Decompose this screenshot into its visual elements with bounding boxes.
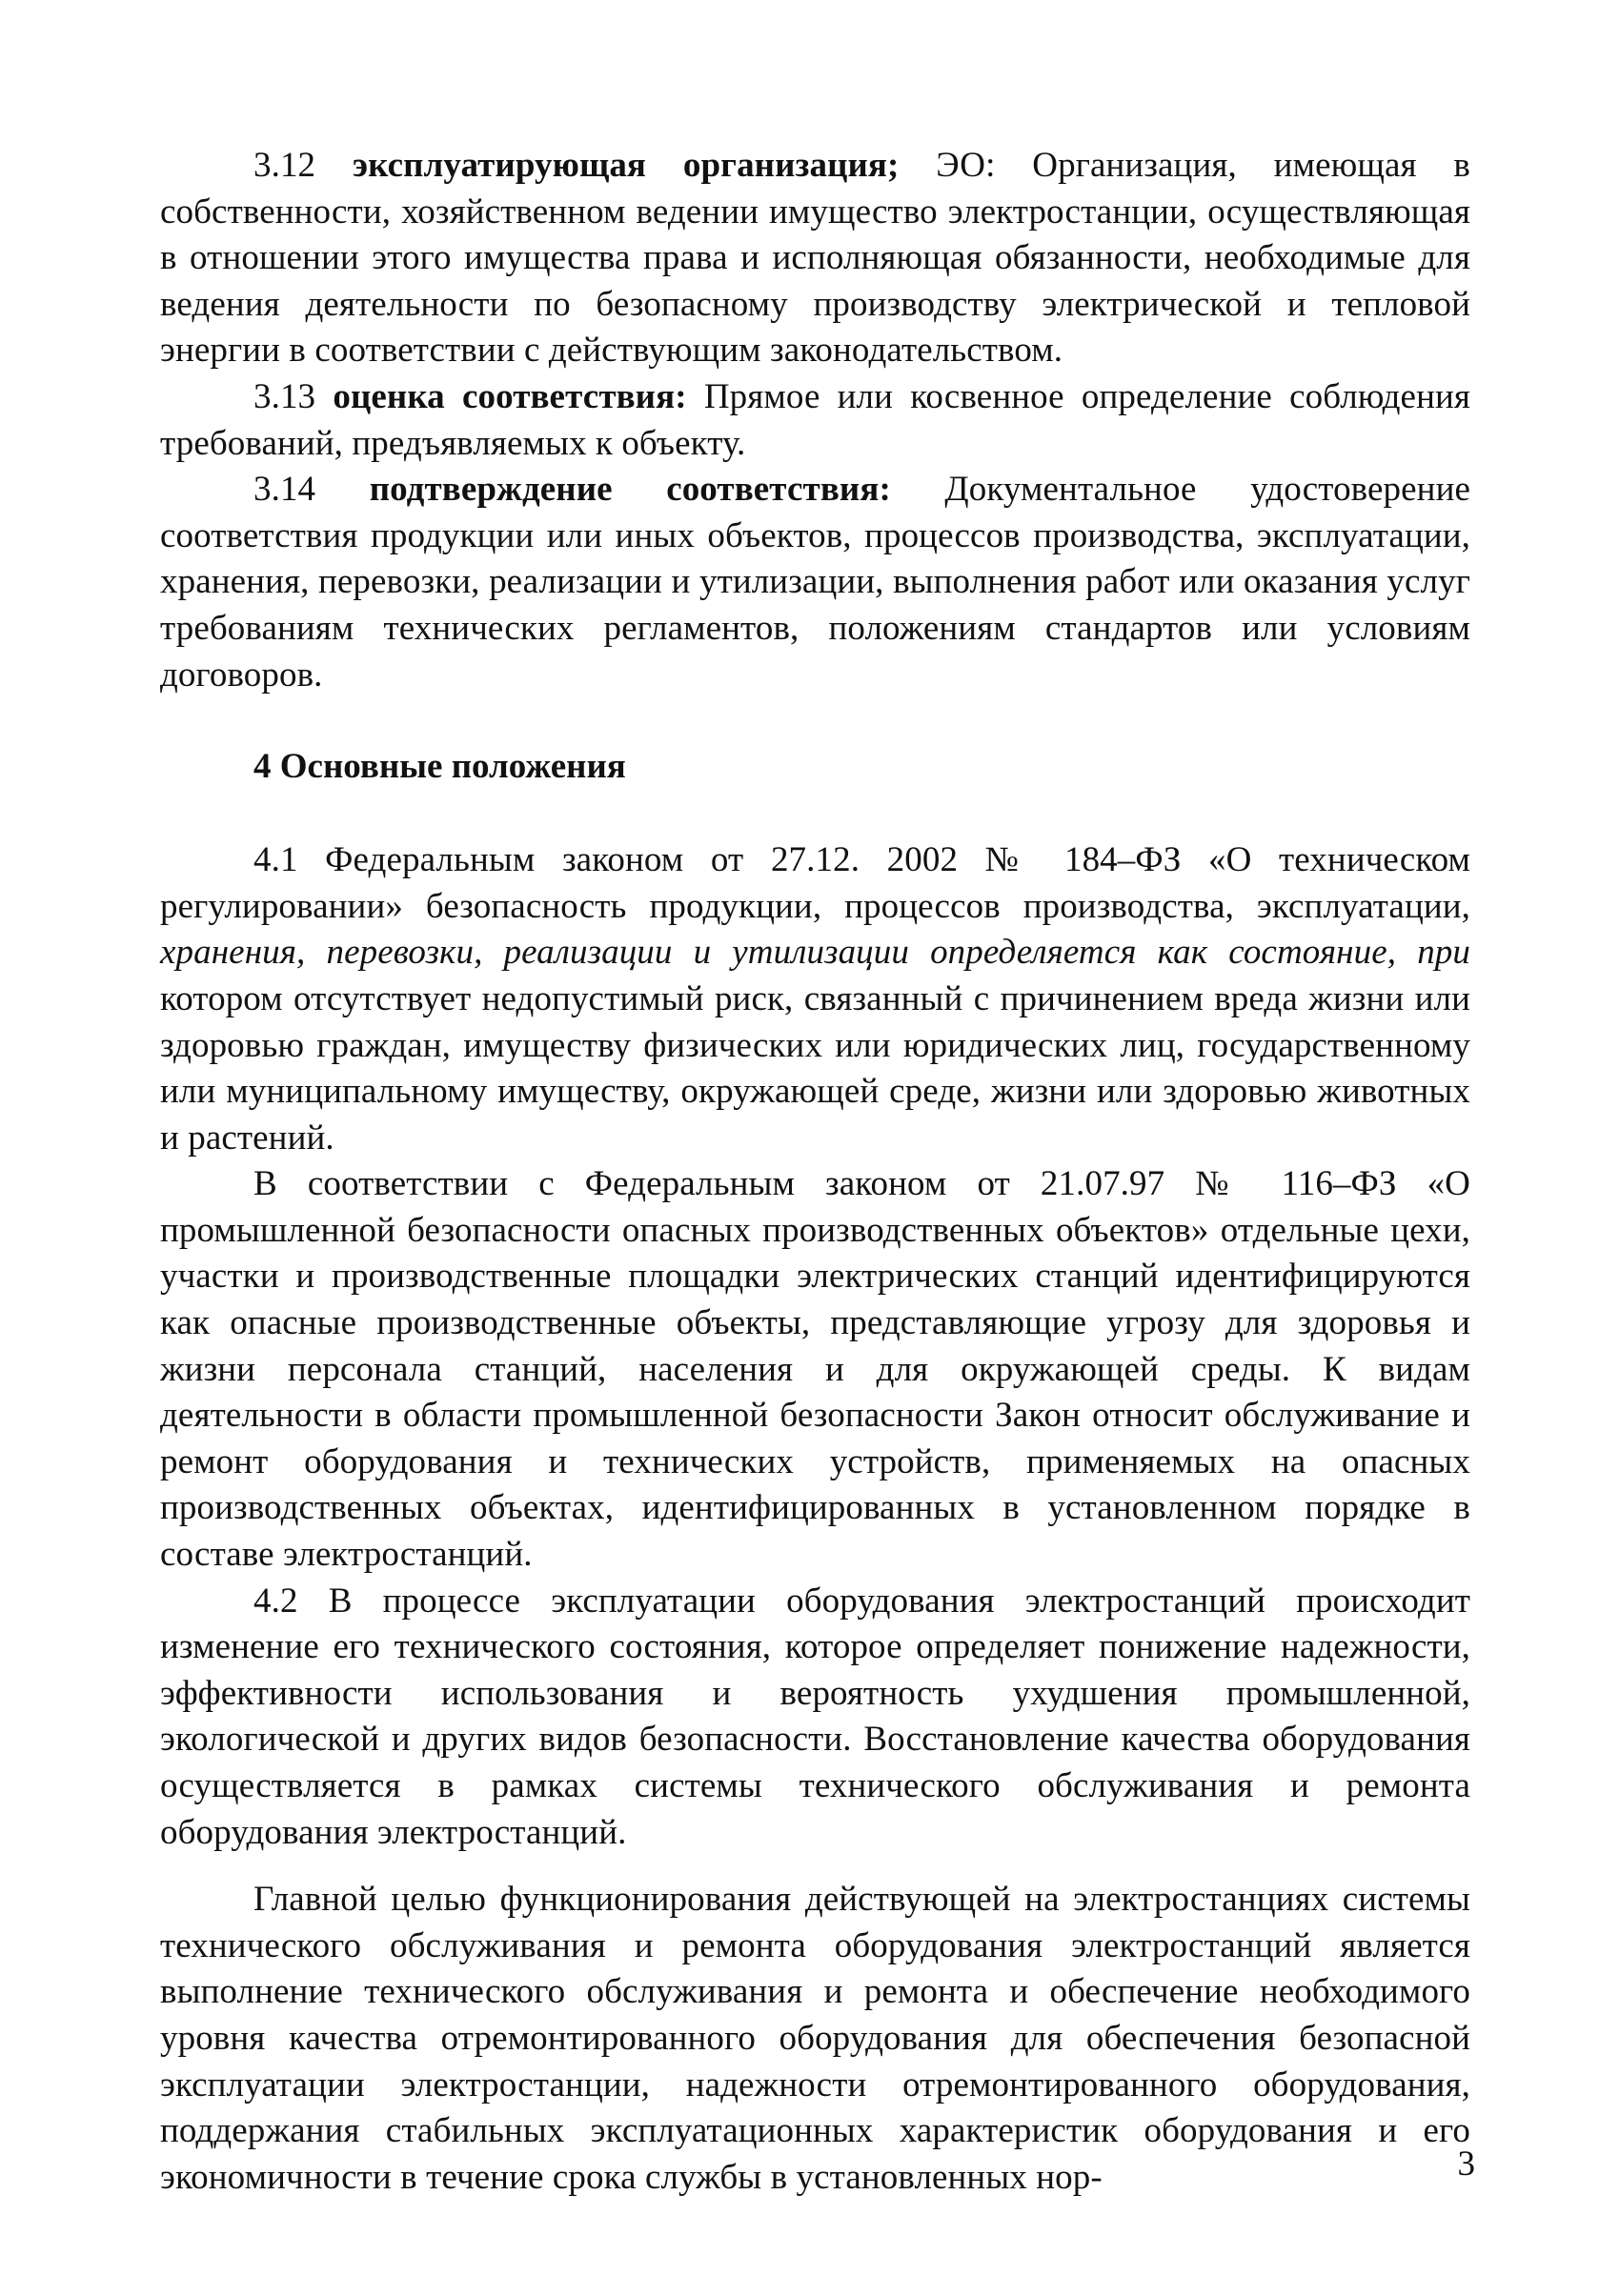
- document-page: [160, 143, 1470, 2201]
- definition-number: 3.12: [253, 146, 316, 185]
- definition-term: оценка соответствия:: [333, 376, 687, 416]
- definition-number: 3.14: [253, 470, 316, 510]
- paragraph-italic-text: хранения, перевозки, реализации и утилизации определяется как состояние, при: [160, 933, 1470, 973]
- definition-body: Прямое или косвенное определение соблюдения требований, предъявляемых к объекту.: [160, 376, 1471, 463]
- definition-body: Документальное удостоверение соответствия продукции или иных объектов, процессов производства, эксплуатации, хранения, перевозки, реализации и утилизации, выполнения работ или оказания услуг требованиям технических регламентов, положениям стандартов или условиям договоров.: [160, 470, 1471, 695]
- paragraph-law-116: В соответствии с Федеральным законом от 21.07.97 № 116–ФЗ «О промышленной безопасности опасных производственных объектов» отдельные цехи, участки и производственные площадки электрических станций идентифицируются как опасные производственные объекты, представляющие угрозу для здоровья и жизни персонала станций, населения и для окружающей среды. К видам деятельности в области промышленной безопасности Закон относит обслуживание и ремонт оборудования и технических устройств, применяемых на опасных производственных объектах, идентифицированных в установленном порядке в составе электростанций.: [160, 1164, 1470, 1575]
- definition-3-13: [160, 374, 1470, 467]
- definition-term: эксплуатирующая организация;: [353, 146, 900, 185]
- definition-3-12: [160, 143, 1470, 374]
- definition-body: ЭО: Организация, имеющая в собственности, хозяйственном ведении имущество электростанции, осуществляющая в отношении этого имущества права и исполняющая обязанности, необходимые для ведения деятельности по безопасному производству электрической и тепловой энергии в соответствии с действующим законодательством.: [160, 146, 1470, 371]
- paragraph-text: котором отсутствует недопустимый риск, связанный с причинением вреда жизни или здоровью граждан, имуществу физических или юридических лиц, государственному или муниципальному имуществу, окружающей среде, жизни или здоровью животных и растений.: [160, 978, 1470, 1158]
- definition-3-14: [160, 467, 1470, 698]
- paragraph-4-2: 4.2 В процессе эксплуатации оборудования электростанций происходит изменение его технического состояния, которое определяет понижение надежности, эффективности использования и вероятность ухудшения промышленной, экологической и других видов безопасности. Восстановление качества оборудования осуществляется в рамках системы технического обслуживания и ремонта оборудования электростанций.: [160, 1581, 1470, 1852]
- paragraph-4-1: [160, 837, 1470, 1161]
- paragraph-text: 4.1 Федеральным законом от 27.12. 2002 № 184–ФЗ «О техническом регулировании» безопасность продукции, процессов производства, эксплуатации,: [160, 840, 1470, 926]
- paragraph-main-goal: Главной целью функционирования действующей на электростанциях системы технического обслуживания и ремонта оборудования электростанций является выполнение технического обслуживания и ремонта и обеспечение необходимого уровня качества отремонтированного оборудования для обеспечения безопасной эксплуатации электростанции, надежности отремонтированного оборудования, поддержания стабильных эксплуатационных характеристик оборудования и его экономичности в течение срока службы в установленных нор-: [160, 1880, 1470, 2197]
- section-heading: 4 Основные положения: [253, 747, 626, 787]
- page-number: 3: [1457, 2145, 1475, 2184]
- definition-term: подтверждение соответствия:: [369, 470, 891, 510]
- definition-number: 3.13: [253, 376, 316, 416]
